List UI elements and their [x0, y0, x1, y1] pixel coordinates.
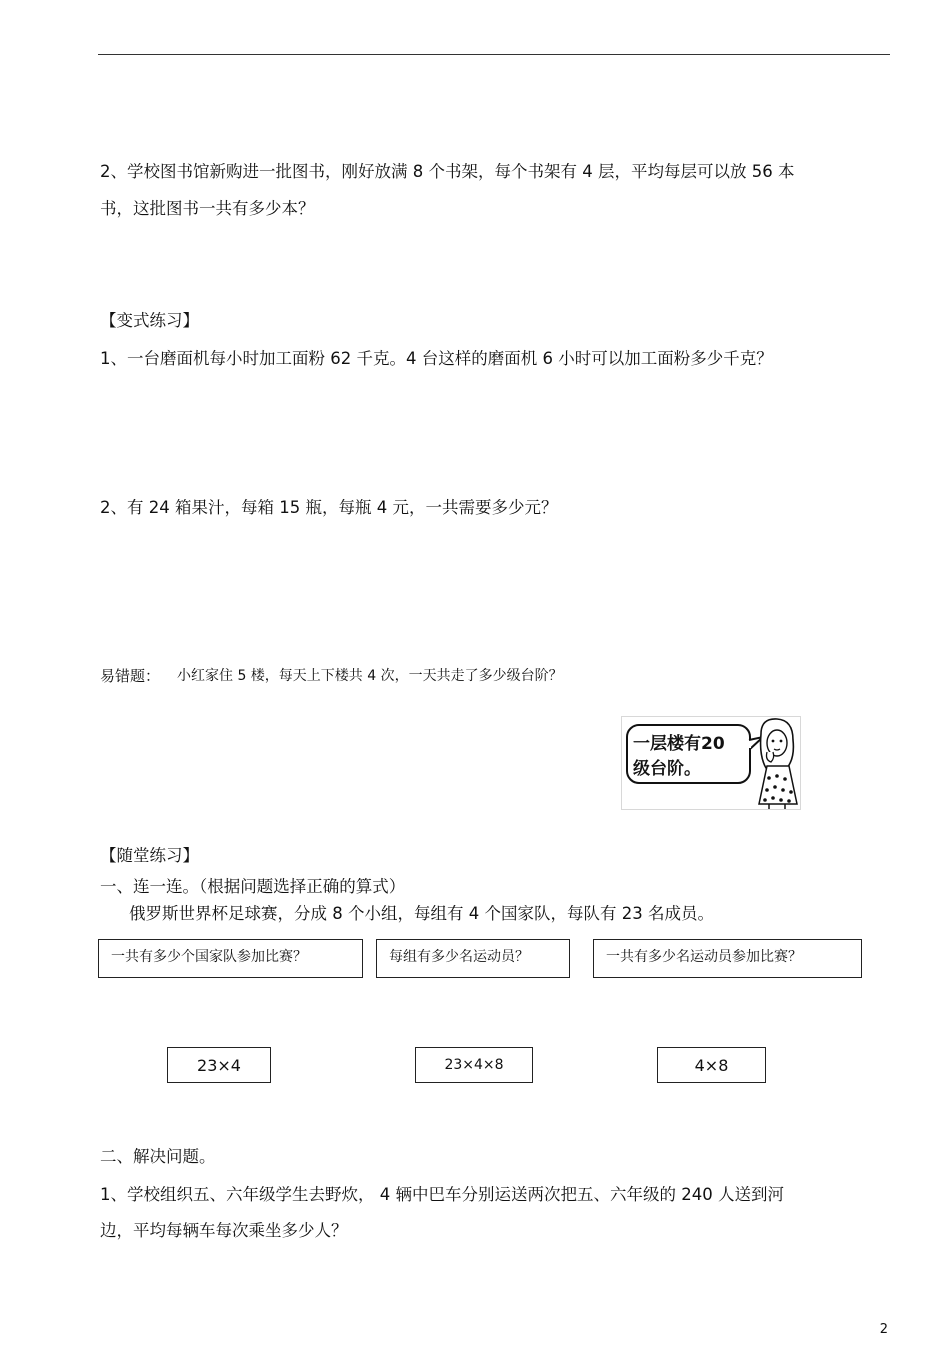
- variant-question-1: 1、一台磨面机每小时加工面粉 62 千克。4 台这样的磨面机 6 小时可以加工面粉多少千克？: [100, 349, 773, 368]
- answer-box-3[interactable]: [657, 1047, 766, 1083]
- section-1-intro: 俄罗斯世界杯足球赛，分成 8 个小组，每组有 4 个国家队，每队有 23 名成员。: [129, 904, 714, 923]
- illustration-svg: [621, 716, 801, 810]
- answer-box-3-label: 4×8: [694, 1055, 729, 1075]
- variant-question-2: 2、有 24 箱果汁，每箱 15 瓶，每瓶 4 元，一共需要多少元？: [100, 498, 558, 517]
- answer-box-1[interactable]: [167, 1047, 271, 1083]
- variant-heading: 【变式练习】: [100, 311, 199, 330]
- question-box-1-label: 一共有多少个国家队参加比赛？: [111, 949, 307, 965]
- answer-box-2[interactable]: [415, 1047, 533, 1083]
- page-number: 2: [879, 1322, 888, 1337]
- problem-2-line-1: 2、学校图书馆新购进一批图书，刚好放满 8 个书架，每个书架有 4 层，平均每层可以放 56 本: [100, 162, 795, 181]
- question-box-2-label: 每组有多少名运动员？: [389, 949, 529, 965]
- problem-2-line-2: 书，这批图书一共有多少本？: [100, 199, 315, 218]
- classwork-heading: 【随堂练习】: [100, 846, 199, 865]
- question-box-1[interactable]: [98, 939, 363, 978]
- question-box-3-label: 一共有多少名运动员参加比赛？: [606, 949, 802, 965]
- header-rule: [98, 54, 890, 55]
- section-1-title: 一、连一连。（根据问题选择正确的算式）: [100, 877, 406, 896]
- answer-box-2-label: 23×4×8: [444, 1057, 504, 1073]
- section-2-title: 二、解决问题。: [100, 1147, 216, 1166]
- answer-box-1-label: 23×4: [197, 1055, 241, 1075]
- error-prone-label: 易错题：: [100, 667, 161, 685]
- question-box-3[interactable]: [593, 939, 862, 978]
- error-prone-text: 小红家住 5 楼，每天上下楼共 4 次，一天共走了多少级台阶？: [177, 668, 563, 684]
- section-2-question-1-line-2: 边，平均每辆车每次乘坐多少人？: [100, 1221, 348, 1240]
- question-box-2[interactable]: [376, 939, 570, 978]
- bubble-text-line-2: 级台阶。: [633, 759, 701, 779]
- girl-speech-illustration: [621, 716, 801, 810]
- bubble-text-line-1: 一层楼有20: [633, 734, 725, 754]
- section-2-question-1-line-1: 1、学校组织五、六年级学生去野炊， 4 辆中巴车分别运送两次把五、六年级的 240 人送到河: [100, 1185, 784, 1204]
